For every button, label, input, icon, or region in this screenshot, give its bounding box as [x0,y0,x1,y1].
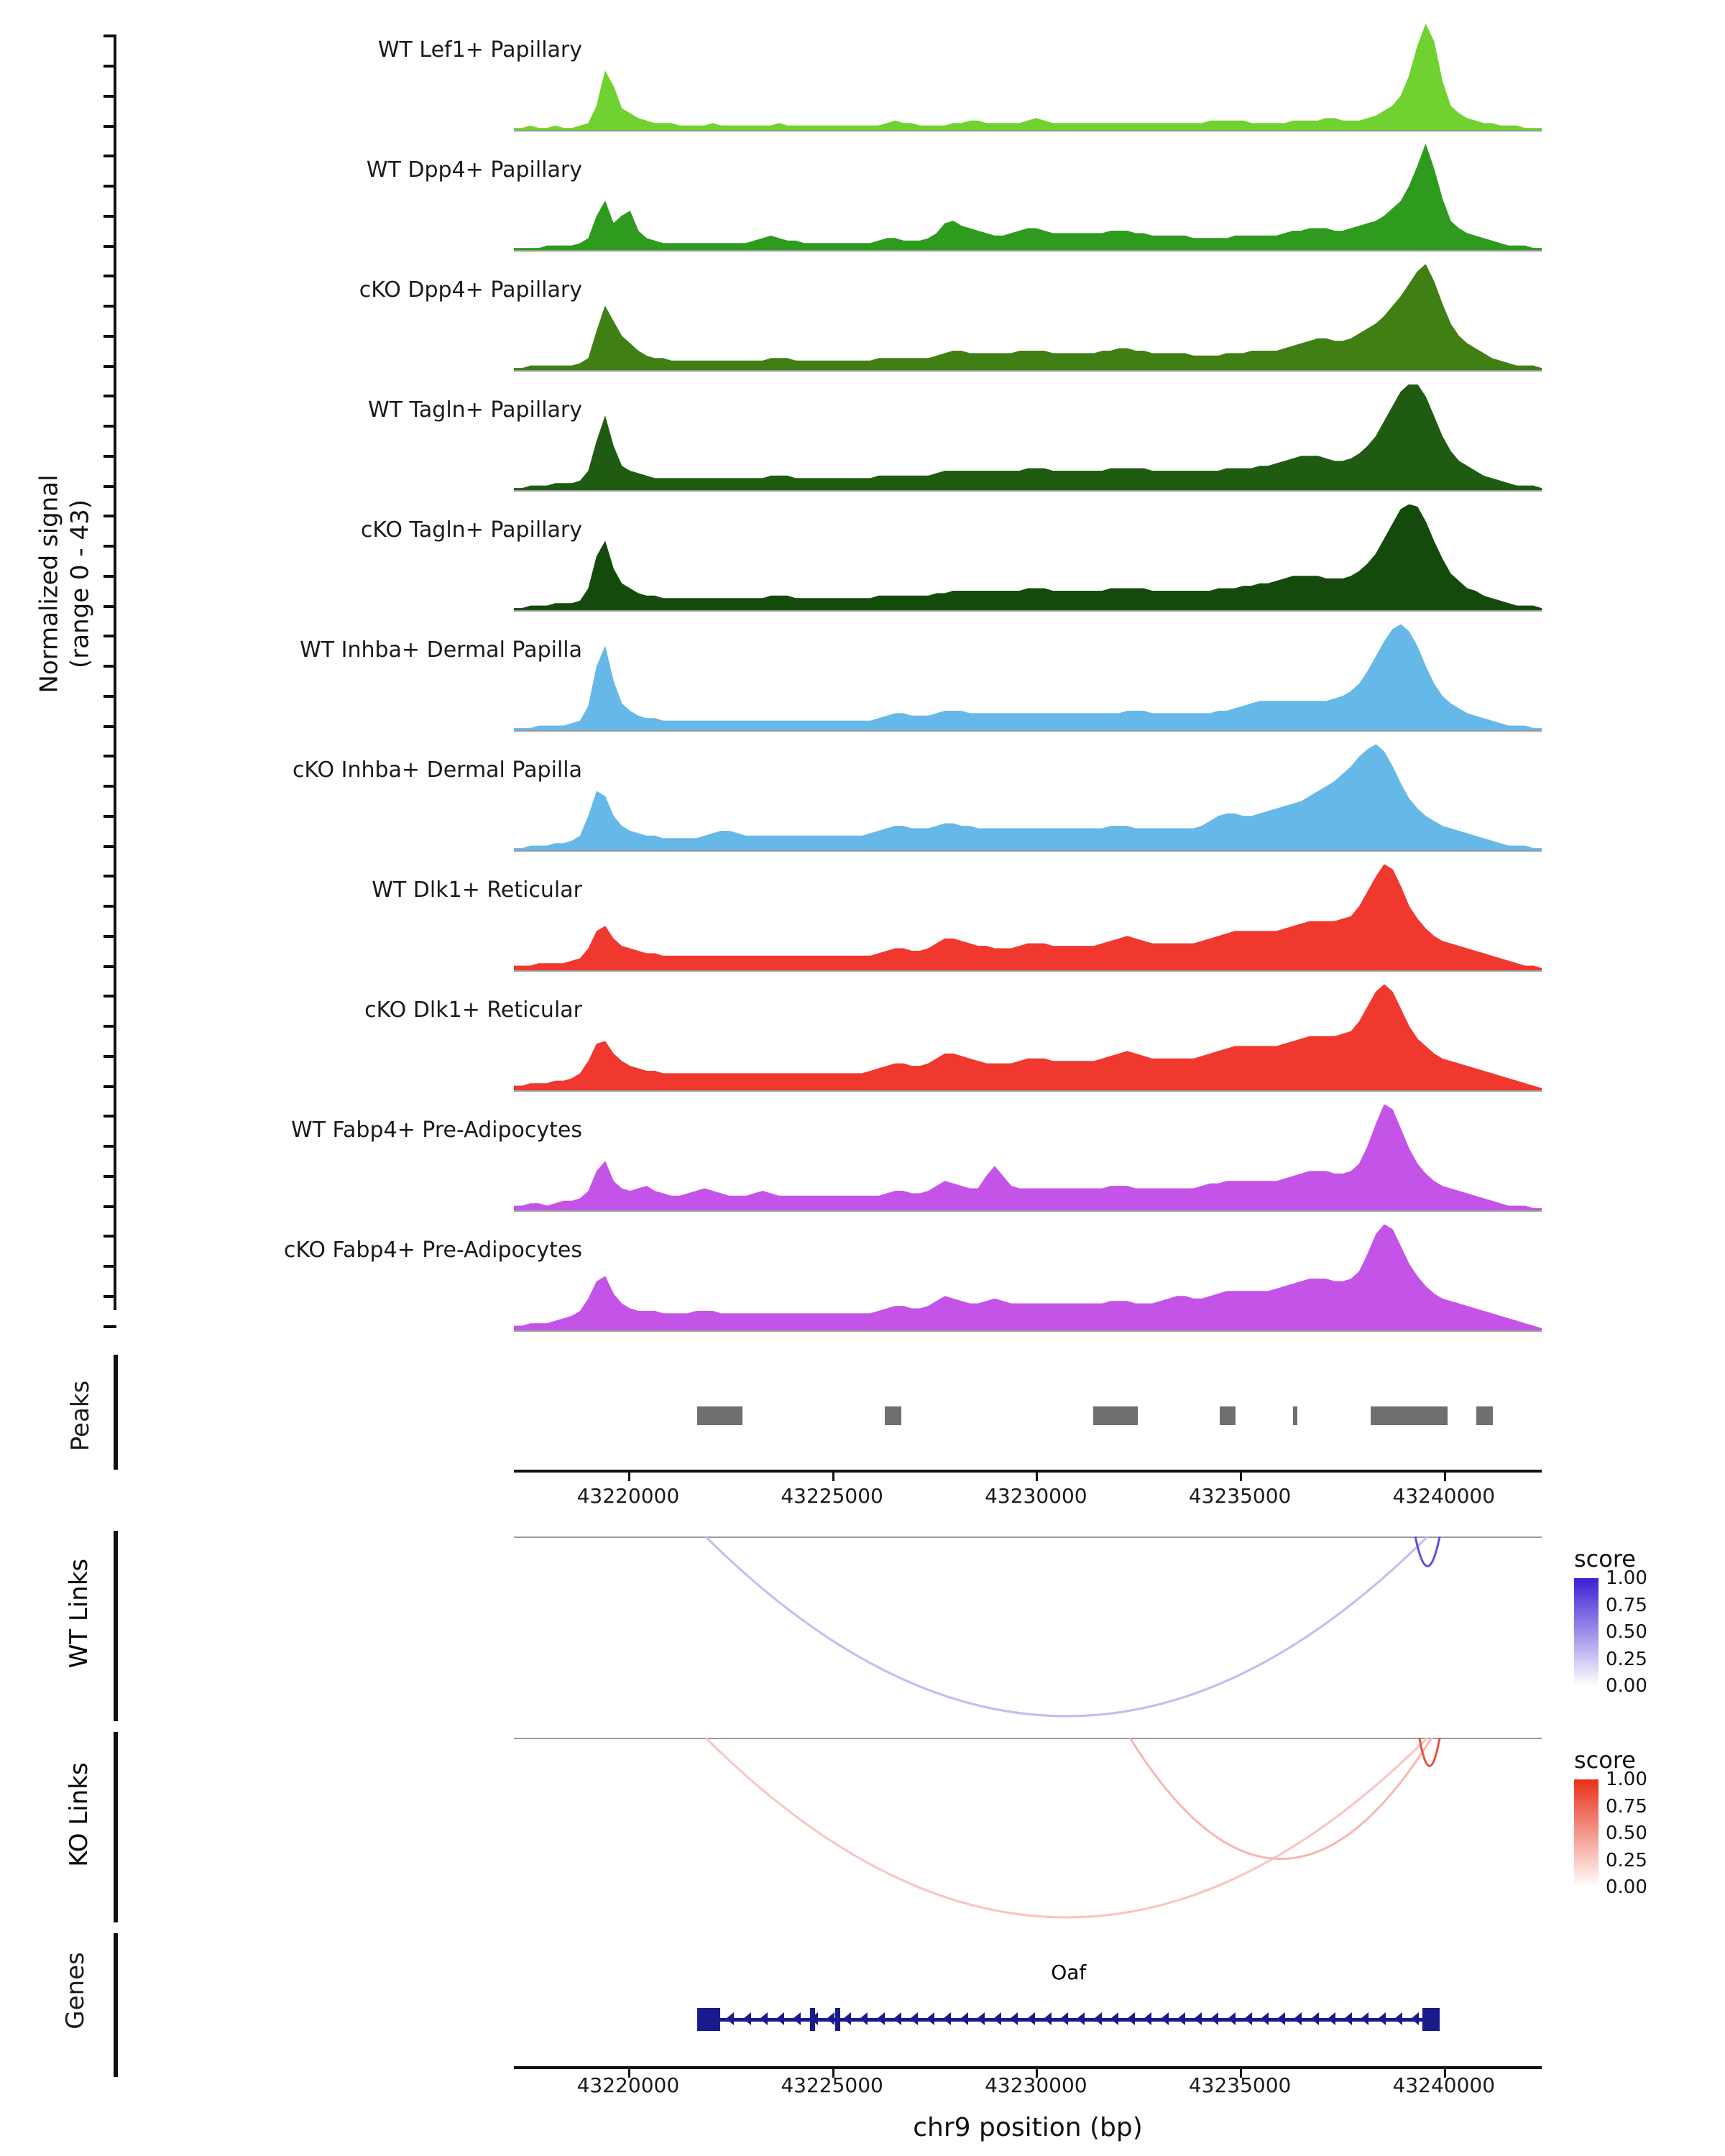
x-tick-label: 43235000 [1188,1484,1292,1508]
x-tick-label: 43240000 [1392,1484,1496,1508]
track-baseline [514,1210,1542,1212]
legend-tick-label: 0.00 [1606,1675,1647,1697]
coverage-track [0,256,1725,371]
ko-links-panel [0,1725,1725,1940]
ko-links-legend [1574,1746,1725,1898]
coverage-track [0,496,1725,611]
track-label: WT Dpp4+ Papillary [366,157,582,183]
wt-legend-title: score [1574,1545,1636,1572]
strand-arrow-icon [1378,2012,1386,2025]
signal-area [514,505,1542,611]
ko-links-axis-bar [114,1732,118,1922]
legend-tick-label: 0.25 [1606,1849,1647,1871]
strand-arrow-icon [893,2012,901,2025]
strand-arrow-icon [743,2012,751,2025]
strand-arrow-icon [760,2012,768,2025]
strand-arrow-icon [1044,2012,1052,2025]
strand-arrow-icon [926,2012,934,2025]
gene-exon [697,2008,720,2031]
signal-area [514,865,1542,971]
track-label: cKO Inhba+ Dermal Papilla [292,757,582,783]
track-label: WT Inhba+ Dermal Papilla [300,637,582,663]
y-axis-title-line1: Normalized signal [34,474,64,694]
strand-arrow-icon [1311,2012,1319,2025]
coverage-track [0,376,1725,491]
strand-arrow-icon [776,2012,784,2025]
track-baseline [514,730,1542,732]
track-label: WT Tagln+ Papillary [368,397,582,423]
peaks-x-axis [514,1470,1542,1473]
strand-arrow-icon [1210,2012,1218,2025]
y-axis-title-line2: (range 0 - 43) [65,499,94,668]
track-baseline [514,970,1542,972]
strand-arrow-icon [1010,2012,1018,2025]
signal-area [514,745,1542,851]
strand-arrow-icon [1244,2012,1252,2025]
ko-legend-ticks [1606,1769,1692,1898]
strand-arrow-icon [1177,2012,1185,2025]
track-label: WT Lef1+ Papillary [377,37,582,63]
signal-area [514,24,1542,131]
track-baseline [514,1330,1542,1332]
gene-model [0,2005,1725,2037]
x-tick-label: 43230000 [985,1484,1087,1508]
link-arc [1130,1738,1432,1859]
link-arc [1415,1537,1440,1566]
x-tick [1036,1473,1038,1481]
track-label: cKO Dlk1+ Reticular [364,998,582,1023]
peak-region [885,1406,901,1425]
peak-region [697,1406,742,1425]
wt-links-panel [0,1524,1725,1739]
peaks-axis-bar [114,1355,118,1470]
strand-arrow-icon [1294,2012,1302,2025]
wt-links-legend [1574,1545,1725,1697]
legend-tick-label: 0.75 [1606,1795,1647,1818]
wt-links-label: WT Links [65,1558,93,1669]
track-label: WT Dlk1+ Reticular [372,877,582,903]
strand-arrow-icon [910,2012,918,2025]
genes-panel-label: Genes [61,1952,90,2030]
strand-arrow-icon [1110,2012,1118,2025]
gene-exon [1422,2008,1440,2031]
legend-tick-label: 0.00 [1606,1876,1647,1898]
strand-arrow-icon [827,2012,834,2025]
track-label: cKO Dpp4+ Papillary [359,277,582,303]
peak-region [1293,1406,1297,1425]
legend-tick-label: 0.75 [1606,1594,1647,1616]
strand-arrow-icon [726,2012,734,2025]
track-baseline [514,850,1542,852]
genes-x-axis [514,2066,1542,2069]
legend-tick-label: 1.00 [1606,1567,1647,1589]
x-tick-label: 43230000 [985,2073,1087,2097]
x-tick [832,1473,834,1481]
strand-arrow-icon [860,2012,868,2025]
ko-legend-title: score [1574,1746,1636,1774]
peak-region [1093,1406,1138,1425]
peaks-panel [0,1348,1725,1513]
signal-area [514,384,1542,491]
x-tick-label: 43220000 [576,1484,680,1508]
strand-arrow-icon [1261,2012,1269,2025]
strand-arrow-icon [1277,2012,1285,2025]
strand-arrow-icon [1060,2012,1068,2025]
track-baseline [514,490,1542,492]
x-tick-label: 43225000 [781,2073,883,2097]
link-arc [706,1537,1427,1716]
x-tick-label: 43235000 [1188,2073,1292,2097]
strand-arrow-icon [877,2012,885,2025]
track-baseline [514,250,1542,252]
track-label: cKO Fabp4+ Pre-Adipocytes [283,1238,582,1263]
legend-tick-label: 0.50 [1606,1823,1647,1844]
strand-arrow-icon [1228,2012,1236,2025]
ko-legend-colorbar [1574,1779,1598,1887]
coverage-track [0,616,1725,731]
track-baseline [514,130,1542,132]
strand-arrow-icon [1361,2012,1368,2025]
x-axis-title: chr9 position (bp) [913,2113,1143,2142]
coverage-track [0,16,1725,131]
strand-arrow-icon [1328,2012,1335,2025]
track-baseline [514,1090,1542,1092]
peak-region [1220,1406,1236,1425]
signal-area [514,985,1542,1091]
strand-arrow-icon [1344,2012,1352,2025]
coverage-track [0,1096,1725,1211]
strand-arrow-icon [1194,2012,1202,2025]
ko-links-arcs [514,1725,1542,1926]
coverage-track [0,856,1725,971]
signal-area [514,625,1542,731]
strand-arrow-icon [1027,2012,1035,2025]
genes-panel [0,1933,1725,2156]
x-tick [628,1473,630,1481]
wt-legend-colorbar [1574,1578,1598,1686]
strand-arrow-icon [1411,2012,1419,2025]
ko-links-label: KO Links [65,1762,93,1867]
gene-exon [835,2008,840,2031]
legend-tick-label: 0.50 [1606,1621,1647,1643]
strand-arrow-icon [1144,2012,1151,2025]
signal-area [514,1225,1542,1331]
track-baseline [514,370,1542,372]
x-tick-label: 43240000 [1392,2073,1496,2097]
x-tick [1444,1473,1446,1481]
link-arc [706,1738,1427,1917]
wt-links-axis-bar [114,1531,118,1721]
x-tick [1240,1473,1242,1481]
strand-arrow-icon [977,2012,985,2025]
strand-arrow-icon [1094,2012,1102,2025]
coverage-track [0,976,1725,1091]
track-label: WT Fabp4+ Pre-Adipocytes [291,1118,582,1143]
track-baseline [514,610,1542,612]
strand-arrow-icon [810,2012,818,2025]
x-tick-label: 43225000 [781,1484,883,1508]
peaks-panel-label: Peaks [66,1380,95,1452]
strand-arrow-icon [1127,2012,1135,2025]
track-label: cKO Tagln+ Papillary [360,517,582,543]
signal-area [514,144,1542,251]
strand-arrow-icon [1161,2012,1169,2025]
strand-arrow-icon [993,2012,1001,2025]
peak-region [1476,1406,1493,1425]
coverage-track [0,736,1725,851]
peak-region [1371,1406,1448,1425]
strand-arrow-icon [960,2012,968,2025]
legend-tick-label: 0.25 [1606,1648,1647,1670]
strand-arrow-icon [793,2012,801,2025]
signal-area [514,264,1542,371]
coverage-track [0,136,1725,251]
strand-arrow-icon [1077,2012,1085,2025]
legend-tick-label: 1.00 [1606,1769,1647,1790]
coverage-track [0,1216,1725,1331]
wt-legend-ticks [1606,1567,1692,1697]
gene-label: Oaf [1051,1961,1087,1984]
strand-arrow-icon [943,2012,951,2025]
strand-arrow-icon [1394,2012,1402,2025]
wt-links-arcs [514,1524,1542,1725]
x-tick-label: 43220000 [576,2073,680,2097]
signal-area [514,1105,1542,1211]
strand-arrow-icon [843,2012,851,2025]
